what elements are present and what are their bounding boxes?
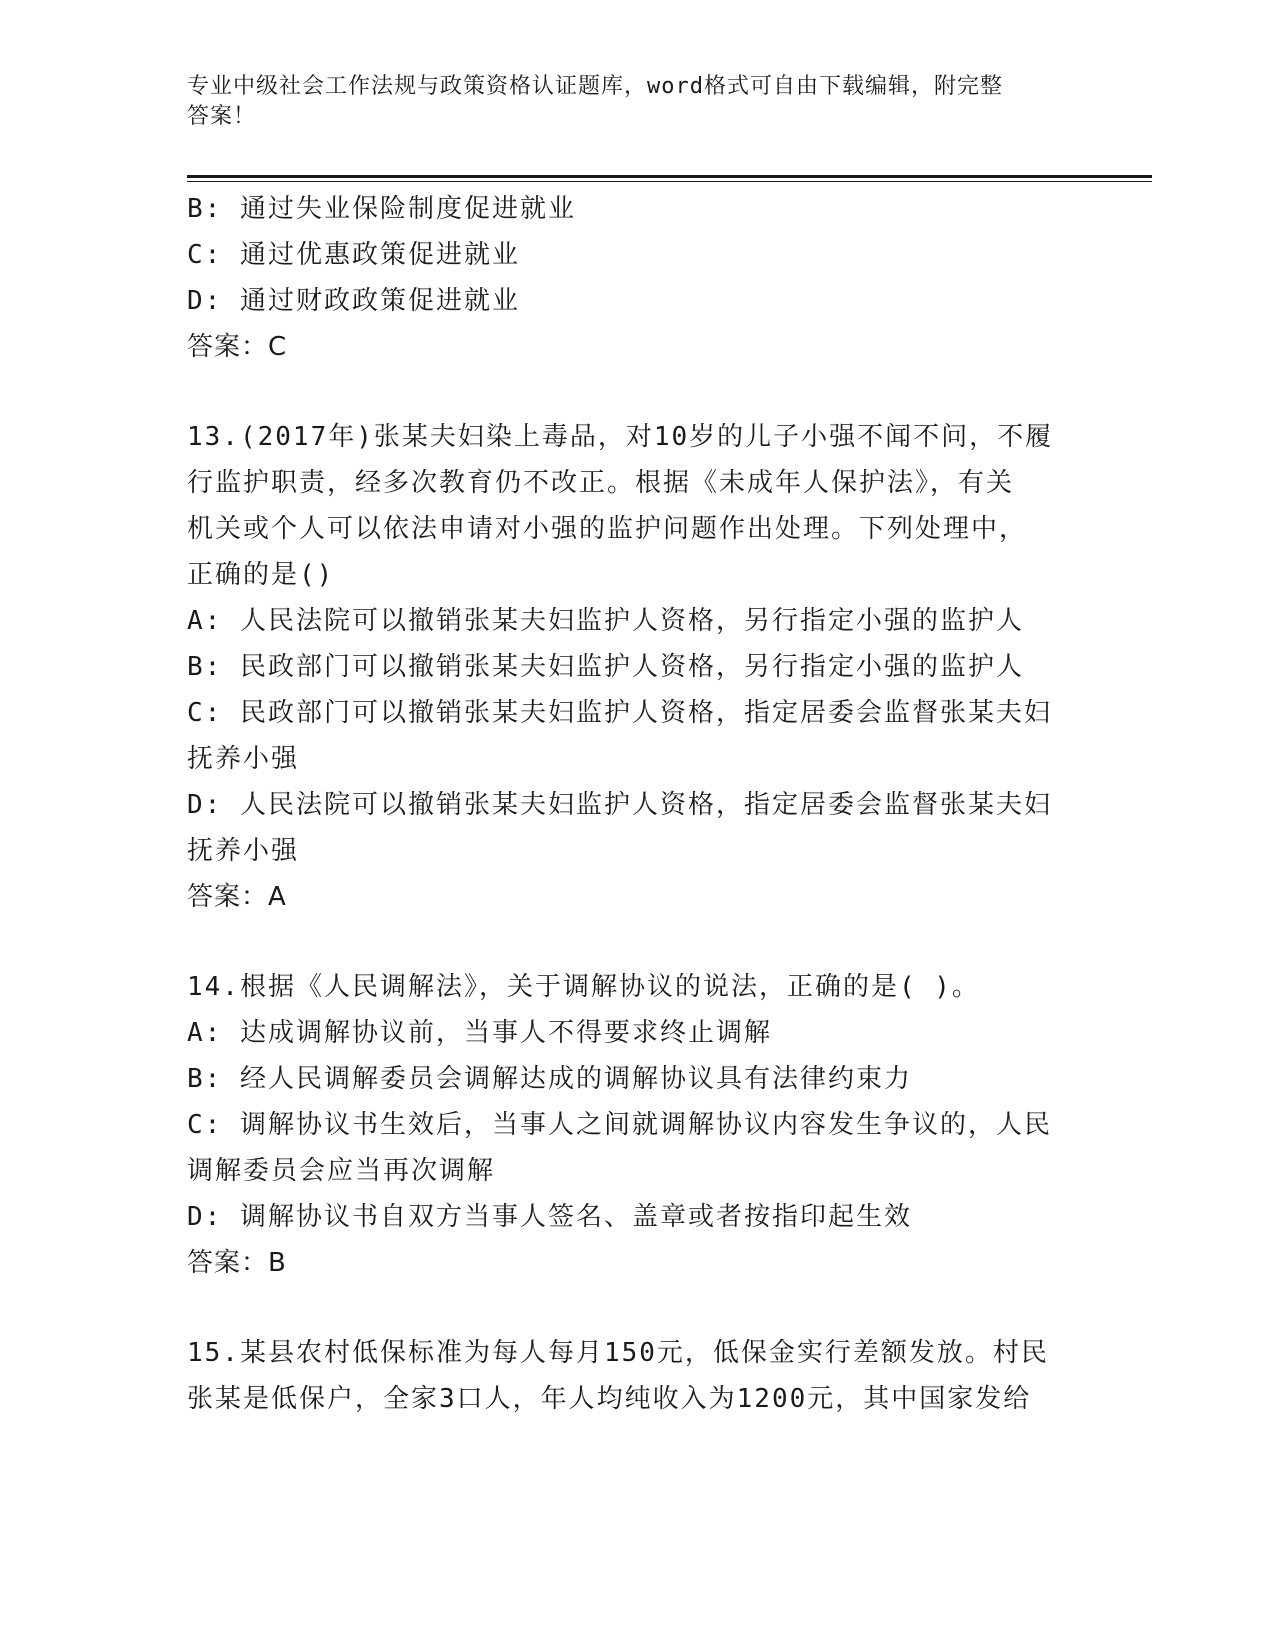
q13-option-d: D: 人民法院可以撤销张某夫妇监护人资格，指定居委会监督张某夫妇 [187, 790, 1052, 820]
question-14 [187, 964, 1077, 1286]
q13-stem-line: 13.(2017年)张某夫妇染上毒品，对10岁的儿子小强不闻不问，不履 [187, 422, 1054, 452]
q14-option-c-cont: 调解委员会应当再次调解 [187, 1156, 496, 1186]
q13-answer: 答案：A [187, 882, 287, 912]
q13-stem-line: 行监护职责，经多次教育仍不改正。根据《未成年人保护法》，有关 [187, 468, 1015, 498]
q14-option-a: A: 达成调解协议前，当事人不得要求终止调解 [187, 1018, 772, 1048]
header-rule-thin [187, 181, 1152, 182]
q12-option-c: C: 通过优惠政策促进就业 [187, 240, 520, 270]
q15-stem-line: 15.某县农村低保标准为每人每月150元，低保金实行差额发放。村民 [187, 1338, 1049, 1368]
q15-stem-line: 张某是低保户，全家3口人，年人均纯收入为1200元，其中国家发给 [187, 1384, 1032, 1414]
header-rule-thick [187, 175, 1152, 178]
q14-stem: 14.根据《人民调解法》，关于调解协议的说法，正确的是( )。 [187, 972, 980, 1002]
q13-option-c-cont: 抚养小强 [187, 744, 300, 774]
q12-answer: 答案：C [187, 332, 288, 362]
q13-option-a: A: 人民法院可以撤销张某夫妇监护人资格，另行指定小强的监护人 [187, 606, 1024, 636]
q14-option-b: B: 经人民调解委员会调解达成的调解协议具有法律约束力 [187, 1064, 912, 1094]
q14-option-c: C: 调解协议书生效后，当事人之间就调解协议内容发生争议的，人民 [187, 1110, 1052, 1140]
q13-option-d-cont: 抚养小强 [187, 836, 300, 866]
question-gap [187, 1286, 1077, 1330]
document-header [187, 72, 1067, 132]
question-12 [187, 186, 1077, 370]
document-body [187, 186, 1077, 1422]
q12-option-d: D: 通过财政政策促进就业 [187, 286, 520, 316]
question-13 [187, 414, 1077, 920]
q12-option-b: B: 通过失业保险制度促进就业 [187, 194, 576, 224]
header-line-1: 专业中级社会工作法规与政策资格认证题库，word格式可自由下载编辑，附完整 [187, 74, 1003, 99]
q13-stem-line: 机关或个人可以依法申请对小强的监护问题作出处理。下列处理中， [187, 514, 1028, 544]
q13-stem-line: 正确的是() [187, 560, 335, 590]
question-gap [187, 920, 1077, 964]
q14-answer: 答案：B [187, 1248, 287, 1278]
q13-option-b: B: 民政部门可以撤销张某夫妇监护人资格，另行指定小强的监护人 [187, 652, 1024, 682]
question-15 [187, 1330, 1077, 1422]
q14-option-d: D: 调解协议书自双方当事人签名、盖章或者按指印起生效 [187, 1202, 912, 1232]
question-gap [187, 370, 1077, 414]
header-line-2: 答案！ [187, 104, 257, 129]
q13-option-c: C: 民政部门可以撤销张某夫妇监护人资格，指定居委会监督张某夫妇 [187, 698, 1052, 728]
